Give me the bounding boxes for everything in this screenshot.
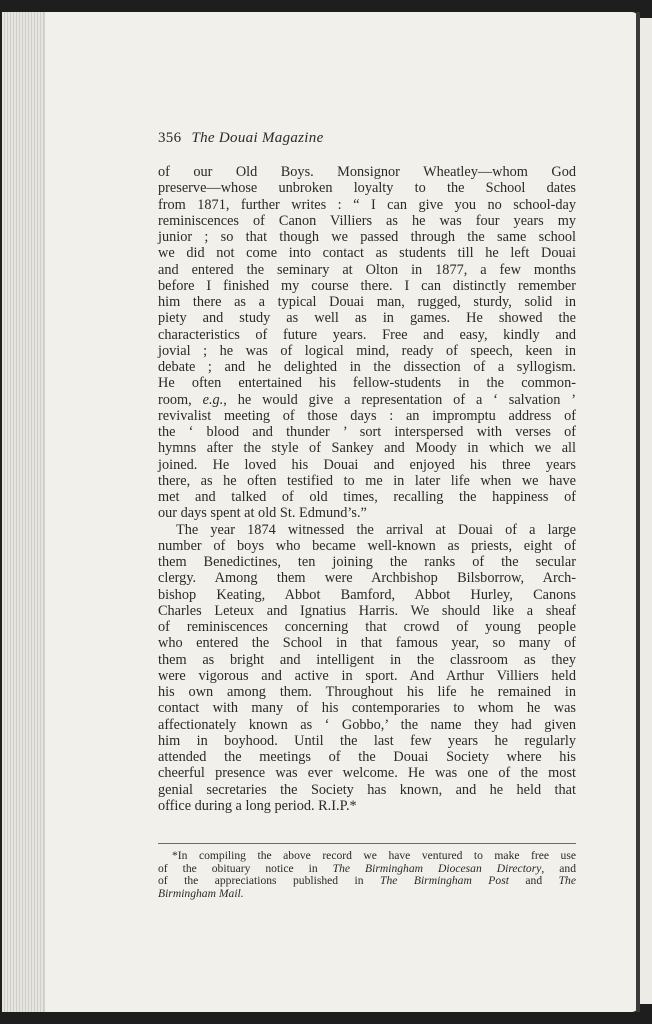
body-line: Charles Leteux and Ignatius Harris. We should like a sheaf <box>158 602 576 619</box>
body-line: affectionately known as ‘ Gobbo,’ the name they had given <box>158 716 576 733</box>
body-line: were vigorous and active in sport. And Arthur Villiers held <box>158 667 576 684</box>
body-line: of our Old Boys. Monsignor Wheatley—whom God <box>158 164 576 180</box>
body-line: He often entertained his fellow-students in the common- <box>158 375 576 392</box>
body-line: from 1871, further writes : “ I can give you no school-day <box>158 196 576 213</box>
body-line: piety and study as well as in games. He showed the <box>158 310 576 327</box>
body-line: room, e.g., he would give a representation of a ‘ salvation ’ <box>158 391 577 408</box>
body-line: him there as a typical Douai man, rugged, sturdy, solid in <box>158 294 576 310</box>
footnote-line: of the appreciations published in The Birmingham Post and The <box>158 874 576 888</box>
opposite-page-edge <box>638 18 652 1004</box>
footnote-line: *In compiling the above record we have ventured to make free use <box>172 849 576 862</box>
body-line: the ‘ blood and thunder ’ sort interspersed with verses of <box>158 424 576 440</box>
page-edges-binding <box>2 12 45 1012</box>
body-line: The year 1874 witnessed the arrival at Douai of a large <box>176 521 576 538</box>
body-line: them Benedictines, ten joining the ranks of the secular <box>158 554 576 570</box>
body-line: attended the meetings of the Douai Society where his <box>158 749 576 765</box>
body-line: met and talked of old times, recalling the happiness of <box>158 489 576 505</box>
body-line: his own among them. Throughout his life he remained in <box>158 684 576 700</box>
body-line: cheerful presence was ever welcome. He was one of the most <box>158 765 576 782</box>
body-line: jovial ; he was of logical mind, ready of speech, keen in <box>158 342 576 359</box>
running-header <box>158 130 578 147</box>
body-line: and entered the seminary at Olton in 1877, a few months <box>158 261 576 278</box>
footnote-line: of the obituary notice in The Birmingham Diocesan Directory, and <box>158 861 577 875</box>
book-gutter <box>636 12 640 1012</box>
footnote-rule <box>158 843 576 844</box>
body-line: there, as he often testified to me in later life when we have <box>158 472 576 489</box>
body-line: office during a long period. R.I.P.* <box>158 797 357 814</box>
body-line: them as bright and intelligent in the classroom as they <box>158 651 576 668</box>
body-line: hymns after the style of Sankey and Moody in which we all <box>158 440 576 457</box>
body-line: of reminiscences concerning that crowd of young people <box>158 619 576 635</box>
body-line: revivalist meeting of those days : an impromptu address of <box>158 407 576 424</box>
body-line: debate ; and he delighted in the dissection of a syllogism. <box>158 359 576 375</box>
body-line: characteristics of future years. Free and easy, kindly and <box>158 326 576 343</box>
footnote-line: Birmingham Mail. <box>158 886 244 900</box>
body-line: joined. He loved his Douai and enjoyed his three years <box>158 456 576 473</box>
body-line: number of boys who became well-known as priests, eight of <box>158 537 576 554</box>
body-line: we did not come into contact as students till he left Douai <box>158 245 576 262</box>
body-line: clergy. Among them were Archbishop Bilsborrow, Arch- <box>158 570 576 587</box>
body-line: preserve—whose unbroken loyalty to the School dates <box>158 180 576 197</box>
page-number: 356 <box>158 130 182 146</box>
footnote <box>158 850 576 900</box>
body-line: our days spent at old St. Edmund’s.” <box>158 505 367 522</box>
body-line: genial secretaries the Society has known, and he held that <box>158 781 576 798</box>
body-line: reminiscences of Canon Villiers as he was four years my <box>158 212 576 229</box>
journal-title: The Douai Magazine <box>191 130 324 146</box>
body-line: junior ; so that though we passed through the same school <box>158 229 576 245</box>
body-line: contact with many of his contemporaries to whom he was <box>158 700 576 717</box>
body-line: who entered the School in that famous year, so many of <box>158 635 576 652</box>
body-line: him in boyhood. Until the last few years he regularly <box>158 732 576 749</box>
body-line: before I finished my course there. I can distinctly remember <box>158 277 576 294</box>
body-line: bishop Keating, Abbot Bamford, Abbot Hurley, Canons <box>158 586 576 603</box>
article-body <box>158 164 576 814</box>
